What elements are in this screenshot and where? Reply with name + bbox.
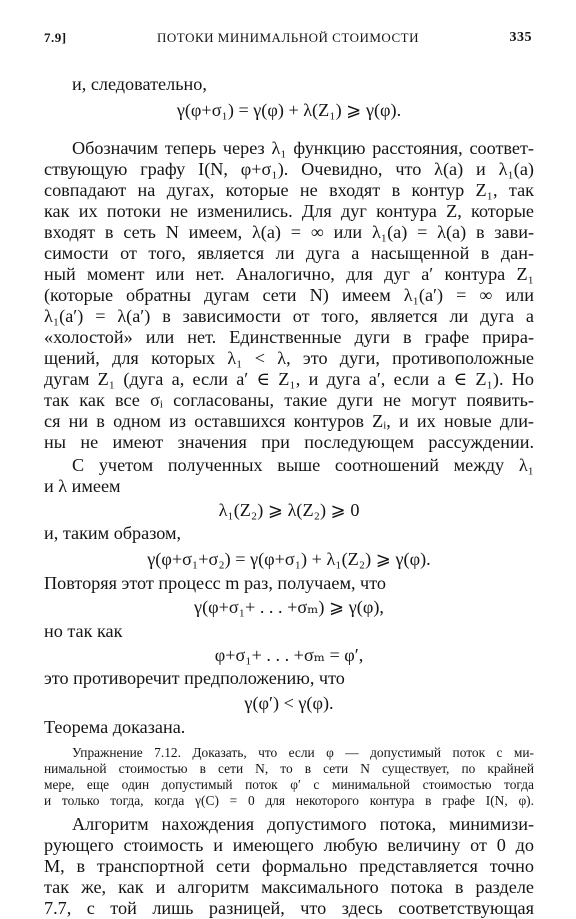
text-line: так как все σᵢ согласованы, такие дуги не могут появить- bbox=[44, 390, 534, 410]
text-line: 7.7, с той лишь разницей, что здесь соответствующая bbox=[44, 898, 534, 918]
text-line: ный момент или нет. Аналогично, для дуг a′ контура Z₁ bbox=[44, 264, 534, 284]
text-line: симости от того, является ли дуга a насыщенной в дан- bbox=[44, 243, 534, 263]
text-line: это противоречит предположению, что bbox=[44, 668, 345, 688]
text-line: ны не имеют значения при последующем рассуждении. bbox=[44, 432, 534, 452]
text-line: Повторяя этот процесс m раз, получаем, что bbox=[44, 573, 387, 593]
exercise-line: Упражнение 7.12. Доказать, что если φ — допустимый поток с ми- bbox=[72, 745, 534, 760]
text-line: ся ни в одном из оставшихся контуров Zᵢ, и их новые дли- bbox=[44, 411, 534, 431]
exercise-line: нимальной стоимостью в сети N, то в сети N существует, по крайней bbox=[44, 761, 534, 776]
text-line: дугам Z₁ (дуга a, если a′ ∈ Z₁, и дуга a′, если a ∈ Z₁). Но bbox=[44, 369, 534, 389]
text-line: щений, для которых λ₁ < λ, это дуги, противоположные bbox=[44, 348, 534, 368]
text-line: и, таким образом, bbox=[44, 523, 182, 543]
text-line: С учетом полученных выше соотношений между λ₁ bbox=[72, 455, 534, 475]
formula: φ+σ₁+ . . . +σₘ = φ′, bbox=[214, 645, 364, 665]
text-line: и, следовательно, bbox=[72, 74, 207, 94]
text-line: и λ имеем bbox=[44, 476, 121, 496]
running-title: ПОТОКИ МИНИМАЛЬНОЙ СТОИМОСТИ bbox=[157, 30, 419, 45]
text-line: но так как bbox=[44, 621, 123, 641]
text-line: входят в сеть N имеем, λ(a) = ∞ или λ₁(a) = λ(a) в зави- bbox=[44, 222, 534, 242]
text-line: M, в транспортной сети формально представляется точно bbox=[44, 856, 534, 876]
text-line: рующего стоимость и имеющего любую величину от 0 до bbox=[44, 835, 534, 855]
formula: γ(φ+σ₁+σ₂) = γ(φ+σ₁) + λ₁(Z₂) ⩾ γ(φ). bbox=[147, 549, 431, 569]
formula: γ(φ′) < γ(φ). bbox=[244, 693, 334, 713]
section-number: 7.9] bbox=[44, 30, 67, 45]
text-line: так же, как и алгоритм максимального потока в разделе bbox=[44, 877, 534, 897]
text-line: Теорема доказана. bbox=[44, 717, 186, 737]
text-line: Обозначим теперь через λ₁ функцию расстояния, соответ- bbox=[72, 138, 534, 158]
page-number: 335 bbox=[509, 30, 532, 45]
text-line: как их потоки не изменились. Для дуг контура Z, которые bbox=[44, 201, 534, 221]
text-line: λ₁(a′) = λ(a′) в зависимости от того, является ли дуга a bbox=[44, 306, 534, 326]
text-line: ствующую графу I(N, φ+σ₁). Очевидно, что λ(a) и λ₁(a) bbox=[44, 159, 534, 179]
text-line: совпадают на дугах, которые не входят в контур Z₁, так bbox=[44, 180, 534, 200]
running-header bbox=[44, 30, 532, 50]
formula: γ(φ+σ₁+ . . . +σₘ) ⩾ γ(φ), bbox=[194, 597, 384, 617]
exercise-line: и только тогда, когда γ(C) = 0 для некоторого контура в графе I(N, φ). bbox=[44, 793, 534, 808]
text-line: Алгоритм нахождения допустимого потока, минимизи- bbox=[72, 814, 534, 834]
text-line: «холостой» или нет. Единственные дуги в графе прира- bbox=[44, 327, 534, 347]
text-line: (которые обратны дугам сети N) имеем λ₁(a′) = ∞ или bbox=[44, 285, 534, 305]
formula: γ(φ+σ₁) = γ(φ) + λ(Z₁) ⩾ γ(φ). bbox=[176, 100, 402, 120]
exercise-line: мере, еще один допустимый поток φ′ с минимальной стоимостью тогда bbox=[44, 777, 534, 792]
formula: λ₁(Z₂) ⩾ λ(Z₂) ⩾ 0 bbox=[218, 500, 360, 520]
